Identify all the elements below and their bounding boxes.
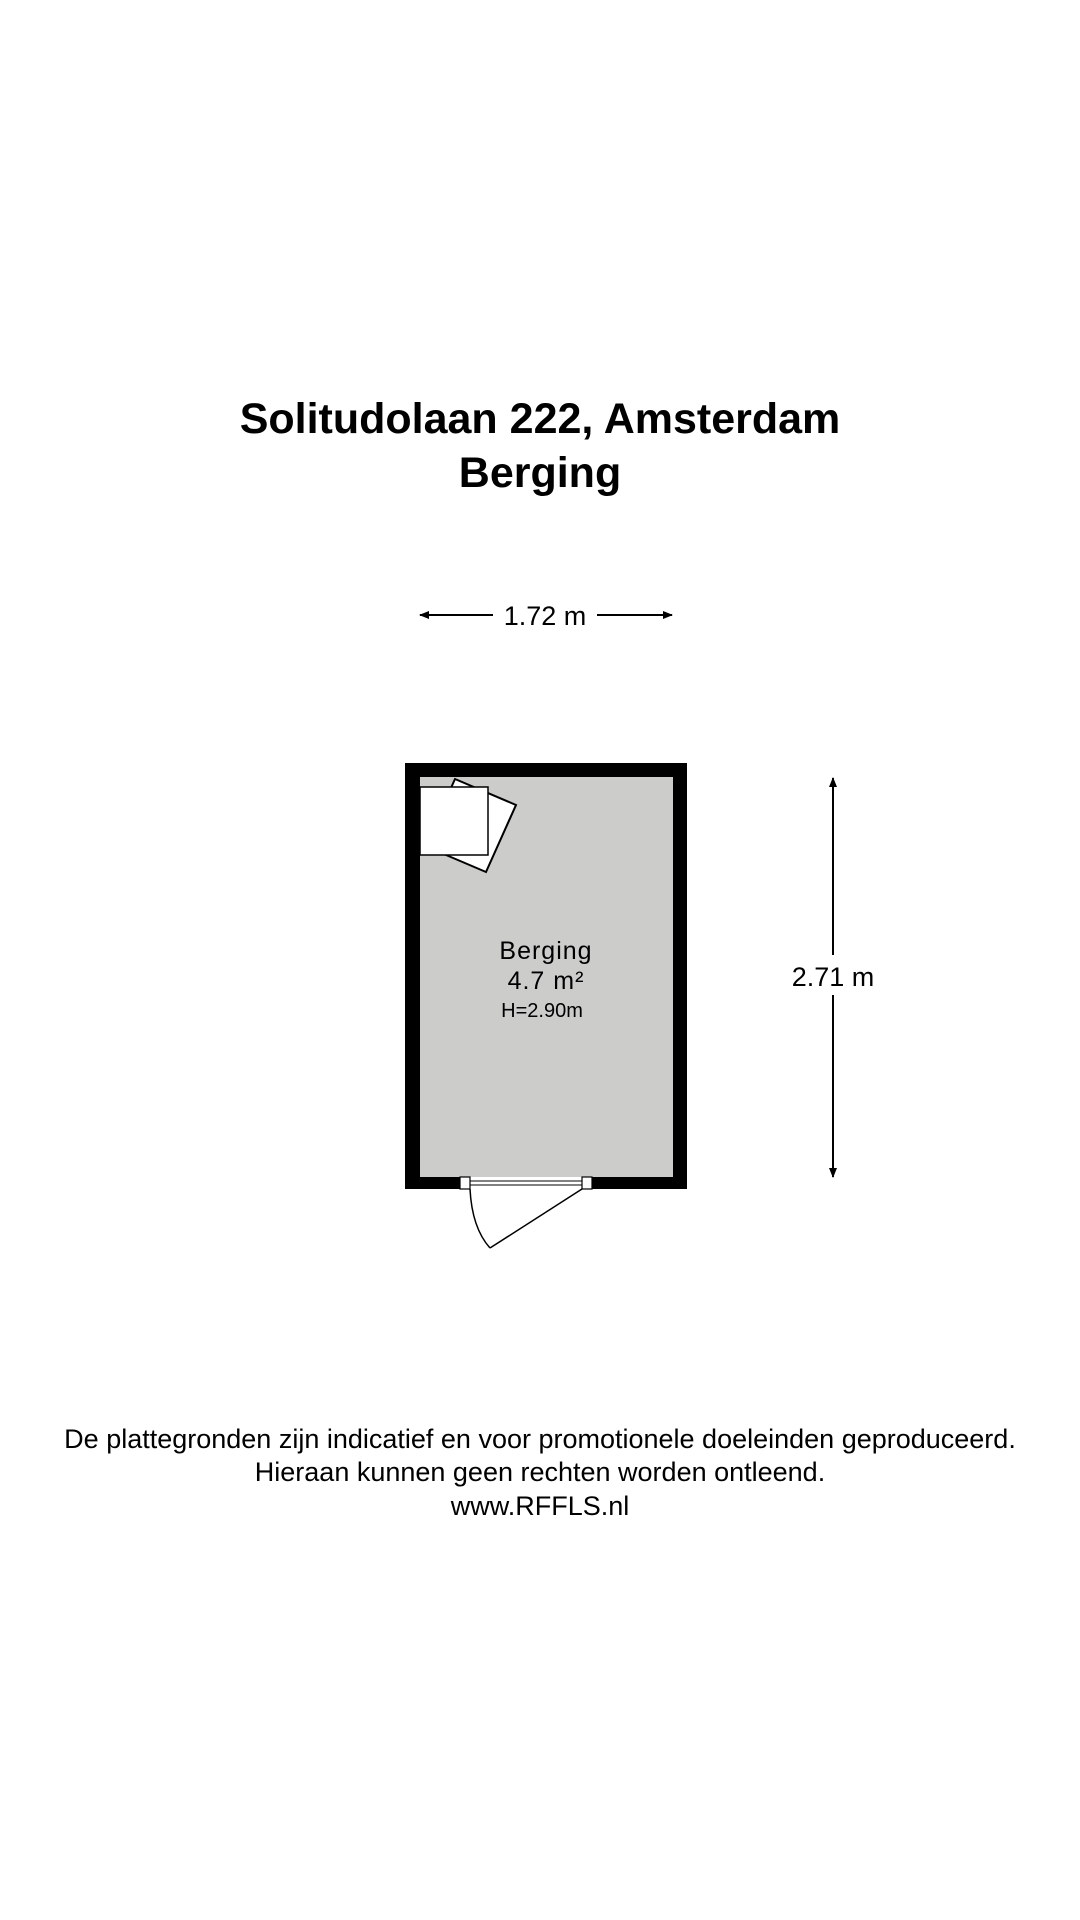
width-dimension (420, 601, 672, 631)
website-link[interactable]: www.RFFLS.nl (450, 1491, 630, 1521)
page-title: Solitudolaan 222, Amsterdam (239, 395, 841, 443)
room-name-label: Berging (499, 937, 593, 965)
door-opening (460, 1177, 592, 1189)
height-dimension-label: 2.71 m (791, 962, 875, 992)
door-jamb-right (582, 1177, 592, 1189)
floor-title: Berging (458, 449, 622, 497)
height-dimension (792, 778, 875, 1177)
room-area-label: 4.7 m² (507, 967, 585, 995)
door (460, 1177, 592, 1248)
disclaimer-line-1: De plattegronden zijn indicatief en voor promotionele doeleinden geproduceerd. (64, 1424, 1016, 1454)
fixture-square (420, 787, 488, 855)
width-dimension-label: 1.72 m (503, 601, 587, 631)
door-jamb-left (460, 1177, 470, 1189)
room-height-label: H=2.90m (501, 1000, 583, 1022)
door-swing-arc (470, 1189, 490, 1248)
door-leaf (490, 1189, 582, 1248)
disclaimer-line-2: Hieraan kunnen geen rechten worden ontleend. (254, 1457, 826, 1487)
